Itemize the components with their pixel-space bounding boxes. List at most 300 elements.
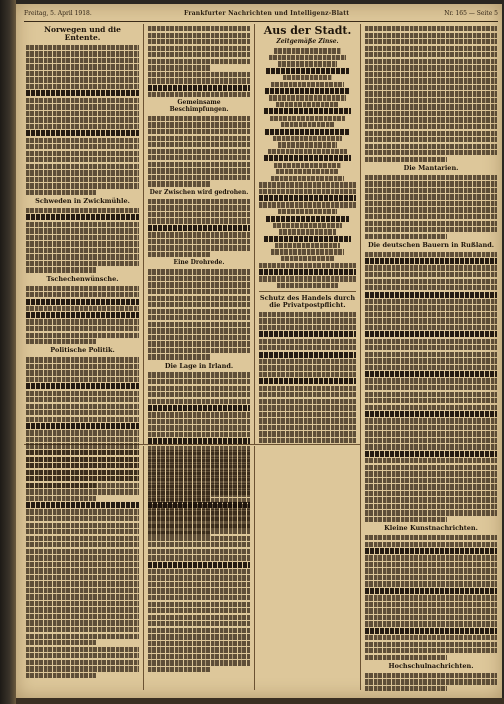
- text-line: [365, 371, 497, 377]
- text-line: [148, 85, 250, 91]
- text-line: [148, 595, 250, 600]
- column-rule-2: [254, 24, 255, 444]
- text-line: [148, 302, 250, 307]
- heading-hochschul: Hochschulnachrichten.: [388, 661, 474, 670]
- text-line: [26, 51, 139, 56]
- text-line: [264, 155, 351, 161]
- heading-schweden: Schweden in Zwickmühle.: [35, 197, 130, 206]
- text-line: [26, 90, 139, 96]
- text-line: [148, 129, 250, 134]
- text-line: [365, 207, 497, 212]
- text-line: [259, 325, 356, 330]
- text-line: [148, 575, 250, 580]
- text-line: [26, 536, 139, 541]
- text-line: [259, 359, 356, 364]
- text-line: [278, 209, 336, 214]
- heading-irland: Die Lage in Irland.: [164, 361, 234, 370]
- text-line: [365, 137, 497, 142]
- text-line: [148, 46, 250, 51]
- text-line: [148, 39, 250, 44]
- text-line: [26, 261, 139, 266]
- text-line: [148, 136, 250, 141]
- text-line: [365, 562, 497, 567]
- text-line: [259, 269, 356, 275]
- column-rule-5: [254, 446, 255, 690]
- text-line: [365, 33, 497, 38]
- text-line: [148, 315, 250, 320]
- text-line: [26, 634, 139, 639]
- text-line: [26, 241, 139, 246]
- text-line: [365, 258, 497, 264]
- text-line: [148, 335, 250, 340]
- text-line: [365, 175, 497, 180]
- text-line: [26, 542, 139, 547]
- text-line: [26, 588, 139, 593]
- text-line: [148, 341, 250, 346]
- text-line: [365, 686, 447, 691]
- text-line: [148, 628, 250, 633]
- text-line: [365, 39, 497, 44]
- text-line: [26, 254, 139, 259]
- text-line: [148, 489, 250, 494]
- text-line: [148, 602, 250, 607]
- text-line: [148, 26, 250, 31]
- text-line: [365, 305, 497, 310]
- text-line: [26, 575, 139, 580]
- text-line: [148, 412, 250, 417]
- text-line: [148, 225, 250, 231]
- text-line: [265, 129, 350, 135]
- text-line: [365, 221, 497, 226]
- text-line: [26, 151, 139, 156]
- text-line: [26, 377, 139, 382]
- text-line: [26, 183, 139, 188]
- text-line: [148, 660, 250, 665]
- text-line: [26, 299, 139, 305]
- text-line: [365, 595, 497, 600]
- text-line: [259, 431, 356, 436]
- text-line: [26, 383, 139, 389]
- text-line: [259, 195, 356, 201]
- text-line: [259, 365, 356, 370]
- text-line: [26, 496, 96, 501]
- text-line: [26, 647, 139, 652]
- text-line: [148, 252, 211, 257]
- text-line: [365, 46, 497, 51]
- text-line: [148, 405, 250, 411]
- text-line: [26, 423, 139, 429]
- text-line: [269, 95, 347, 100]
- text-line: [26, 117, 139, 122]
- column-3: [259, 24, 356, 444]
- text-line: [26, 235, 139, 240]
- heading-kunst: Kleine Kunstnachrichten.: [384, 524, 478, 533]
- text-line: [365, 227, 497, 232]
- text-line: [365, 438, 497, 443]
- text-line: [26, 516, 139, 521]
- text-line: [148, 65, 211, 70]
- text-line: [259, 263, 356, 268]
- text-line: [365, 318, 497, 323]
- text-line: [26, 660, 139, 665]
- text-line: [259, 202, 356, 207]
- text-line: [148, 470, 250, 475]
- masthead: Frankfurter Nachrichten und Intelligenz-Blatt: [184, 10, 350, 17]
- text-line: [365, 679, 497, 684]
- text-line: [148, 379, 250, 384]
- text-line: [365, 194, 497, 199]
- text-line: [365, 157, 447, 162]
- text-line: [148, 142, 250, 147]
- text-line: [259, 399, 356, 404]
- text-line: [26, 562, 139, 567]
- text-line: [259, 189, 356, 194]
- heading-mantarien: Die Mantarien.: [403, 163, 459, 172]
- text-line: [148, 386, 250, 391]
- text-line: [365, 491, 497, 496]
- text-line: [365, 497, 497, 502]
- text-line: [148, 425, 250, 430]
- text-line: [365, 555, 497, 560]
- text-line: [26, 640, 96, 645]
- text-line: [148, 289, 250, 294]
- text-line: [148, 496, 211, 501]
- column-rule-4: [143, 446, 144, 690]
- text-line: [26, 594, 139, 599]
- text-line: [26, 370, 139, 375]
- text-line: [26, 653, 139, 658]
- heading-tschechen: Tschechenwünsche.: [46, 274, 119, 283]
- text-line: [26, 144, 139, 149]
- text-line: [365, 358, 497, 363]
- text-line: [26, 470, 139, 475]
- text-line: [148, 536, 250, 541]
- text-line: [148, 457, 250, 462]
- text-line: [148, 483, 250, 488]
- text-line: [365, 111, 497, 116]
- text-line: [26, 463, 139, 468]
- text-line: [259, 318, 356, 323]
- text-line: [26, 357, 139, 362]
- text-line: [26, 190, 96, 195]
- text-line: [148, 392, 250, 397]
- text-line: [26, 228, 139, 233]
- text-line: [148, 122, 250, 127]
- text-line: [365, 411, 497, 417]
- text-line: [26, 673, 96, 678]
- text-line: [26, 64, 139, 69]
- text-line: [259, 418, 356, 423]
- text-line: [277, 283, 337, 288]
- text-line: [365, 272, 497, 277]
- text-line: [259, 182, 356, 187]
- text-line: [365, 392, 497, 397]
- text-line: [365, 59, 497, 64]
- text-line: [148, 175, 250, 180]
- text-line: [26, 397, 139, 402]
- text-line: [26, 267, 96, 272]
- text-line: [365, 234, 447, 239]
- text-line: [148, 205, 250, 210]
- text-line: [26, 614, 139, 619]
- text-line: [259, 312, 356, 317]
- text-line: [148, 348, 250, 353]
- text-line: [275, 243, 341, 248]
- text-line: [276, 102, 339, 107]
- text-line: [148, 232, 250, 237]
- text-line: [365, 621, 497, 626]
- text-line: [365, 642, 497, 647]
- text-line: [26, 523, 139, 528]
- text-line: [365, 648, 497, 653]
- text-line: [148, 463, 250, 468]
- text-line: [26, 476, 139, 481]
- page-number: Nr. 165 — Seite 5: [444, 10, 498, 17]
- text-line: [259, 378, 356, 384]
- text-line: [148, 529, 250, 534]
- text-line: [26, 319, 139, 324]
- heading-bauern: Die deutschen Bauern in Rußland.: [367, 240, 495, 249]
- text-line: [365, 504, 497, 509]
- text-line: [26, 581, 139, 586]
- text-line: [365, 431, 497, 436]
- text-line: [274, 163, 342, 168]
- text-line: [148, 450, 250, 455]
- text-line: [26, 214, 139, 220]
- text-line: [365, 458, 497, 463]
- text-line: [148, 667, 211, 672]
- text-line: [365, 26, 497, 31]
- text-line: [259, 386, 356, 391]
- text-line: [273, 136, 343, 141]
- text-line: [278, 61, 336, 66]
- text-line: [26, 222, 139, 227]
- text-line: [26, 164, 139, 169]
- text-line: [259, 331, 356, 337]
- text-line: [365, 535, 497, 540]
- text-line: [365, 78, 497, 83]
- text-line: [259, 372, 356, 377]
- text-line: [271, 249, 344, 254]
- text-line: [148, 634, 250, 639]
- text-line: [365, 484, 497, 489]
- text-line: [365, 339, 497, 344]
- text-line: [148, 509, 250, 514]
- text-line: [365, 568, 497, 573]
- text-line: [365, 181, 497, 186]
- heading-handel: Schutz des Handels durch die Privatpostpflicht.: [259, 294, 356, 309]
- heading-drohrede: Eine Drohrede.: [173, 259, 225, 267]
- text-line: [148, 72, 250, 77]
- text-line: [264, 236, 351, 242]
- text-line: [148, 516, 250, 521]
- text-line: [266, 68, 348, 74]
- text-line: [365, 471, 497, 476]
- text-line: [148, 438, 250, 444]
- text-line: [365, 72, 497, 77]
- text-line: [365, 252, 497, 257]
- text-line: [26, 98, 139, 103]
- text-line: [365, 104, 497, 109]
- text-line: [365, 602, 497, 607]
- text-line: [26, 77, 139, 82]
- text-line: [26, 410, 139, 415]
- text-line: [365, 478, 497, 483]
- text-line: [365, 117, 497, 122]
- heading-zinse: Zeitgemäße Zinse.: [276, 38, 339, 45]
- page-header: [24, 10, 498, 20]
- text-line: [148, 549, 250, 554]
- text-line: [259, 412, 356, 417]
- text-line: [283, 75, 332, 80]
- text-line: [365, 635, 497, 640]
- text-line: [365, 325, 497, 330]
- text-line: [365, 279, 497, 284]
- text-line: [148, 399, 250, 404]
- column-rule-1: [143, 24, 144, 444]
- text-line: [365, 673, 497, 678]
- text-line: [148, 239, 250, 244]
- text-line: [26, 391, 139, 396]
- text-line: [26, 404, 139, 409]
- text-line: [26, 170, 139, 175]
- text-line: [365, 398, 497, 403]
- header-rule: [24, 21, 498, 22]
- text-line: [271, 176, 345, 181]
- text-line: [148, 162, 250, 167]
- text-line: [281, 256, 334, 261]
- text-line: [148, 654, 250, 659]
- text-line: [148, 569, 250, 574]
- text-line: [273, 223, 343, 228]
- text-line: [365, 418, 497, 423]
- text-line: [148, 555, 250, 560]
- text-line: [148, 149, 250, 154]
- text-line: [259, 339, 356, 344]
- text-line: [26, 339, 96, 344]
- text-line: [26, 312, 139, 318]
- text-line: [365, 265, 497, 270]
- text-line: [148, 33, 250, 38]
- heading-zwischen: Der Zwischen wird gedrohen.: [149, 188, 249, 196]
- text-line: [148, 542, 250, 547]
- text-line: [26, 286, 139, 291]
- text-line: [264, 108, 351, 114]
- text-line: [365, 65, 497, 70]
- text-line: [26, 58, 139, 63]
- text-line: [26, 333, 139, 338]
- text-line: [148, 641, 250, 646]
- text-line: [148, 181, 211, 186]
- text-line: [26, 71, 139, 76]
- text-line: [26, 502, 139, 508]
- text-line: [365, 385, 497, 390]
- text-line: [26, 130, 139, 136]
- text-line: [365, 575, 497, 580]
- text-line: [259, 392, 356, 397]
- text-line: [148, 588, 250, 593]
- text-line: [148, 296, 250, 301]
- text-line: [148, 419, 250, 424]
- text-line: [266, 216, 349, 222]
- text-line: [148, 476, 250, 481]
- text-line: [148, 432, 250, 437]
- text-line: [26, 104, 139, 109]
- text-line: [278, 142, 336, 147]
- text-line: [365, 98, 497, 103]
- text-line: [148, 647, 250, 652]
- text-line: [26, 437, 139, 442]
- text-line: [26, 157, 139, 162]
- text-line: [271, 82, 344, 87]
- text-line: [365, 85, 497, 90]
- text-line: [148, 52, 250, 57]
- text-line: [274, 48, 342, 53]
- text-line: [365, 292, 497, 298]
- text-line: [365, 124, 497, 129]
- text-line: [148, 562, 250, 568]
- text-line: [281, 122, 334, 127]
- text-line: [148, 155, 250, 160]
- text-line: [365, 588, 497, 594]
- text-line: [26, 457, 139, 462]
- text-line: [26, 555, 139, 560]
- text-line: [148, 92, 250, 97]
- text-line: [26, 601, 139, 606]
- section-title-stadt: Aus der Stadt.: [263, 24, 352, 37]
- text-line: [268, 149, 348, 154]
- text-line: [26, 248, 139, 253]
- text-line: [365, 581, 497, 586]
- text-line: [148, 621, 250, 626]
- text-line: [148, 282, 250, 287]
- text-line: [365, 352, 497, 357]
- text-line: [148, 218, 250, 223]
- text-line: [365, 378, 497, 383]
- text-line: [26, 666, 139, 671]
- text-line: [26, 111, 139, 116]
- bottom-column-2: [148, 450, 250, 673]
- text-line: [26, 208, 139, 213]
- text-line: [26, 306, 139, 311]
- text-line: [148, 212, 250, 217]
- text-line: [26, 483, 139, 488]
- text-line: [26, 568, 139, 573]
- text-line: [365, 188, 497, 193]
- text-line: [365, 299, 497, 304]
- text-line: [26, 509, 139, 514]
- text-line: [365, 331, 497, 337]
- text-line: [365, 655, 447, 660]
- text-line: [259, 405, 356, 410]
- text-line: [26, 84, 139, 89]
- column-1: [26, 26, 139, 489]
- text-line: [26, 177, 139, 182]
- text-line: [26, 417, 139, 422]
- text-line: [365, 285, 497, 290]
- text-line: [26, 124, 139, 129]
- heading-politik: Politische Politik.: [50, 346, 115, 355]
- text-line: [26, 529, 139, 534]
- text-line: [26, 620, 139, 625]
- text-line: [276, 169, 338, 174]
- text-line: [148, 59, 250, 64]
- text-line: [365, 345, 497, 350]
- text-line: [365, 465, 497, 470]
- text-line: [279, 229, 335, 234]
- book-spine: [0, 0, 16, 704]
- text-line: [148, 354, 211, 359]
